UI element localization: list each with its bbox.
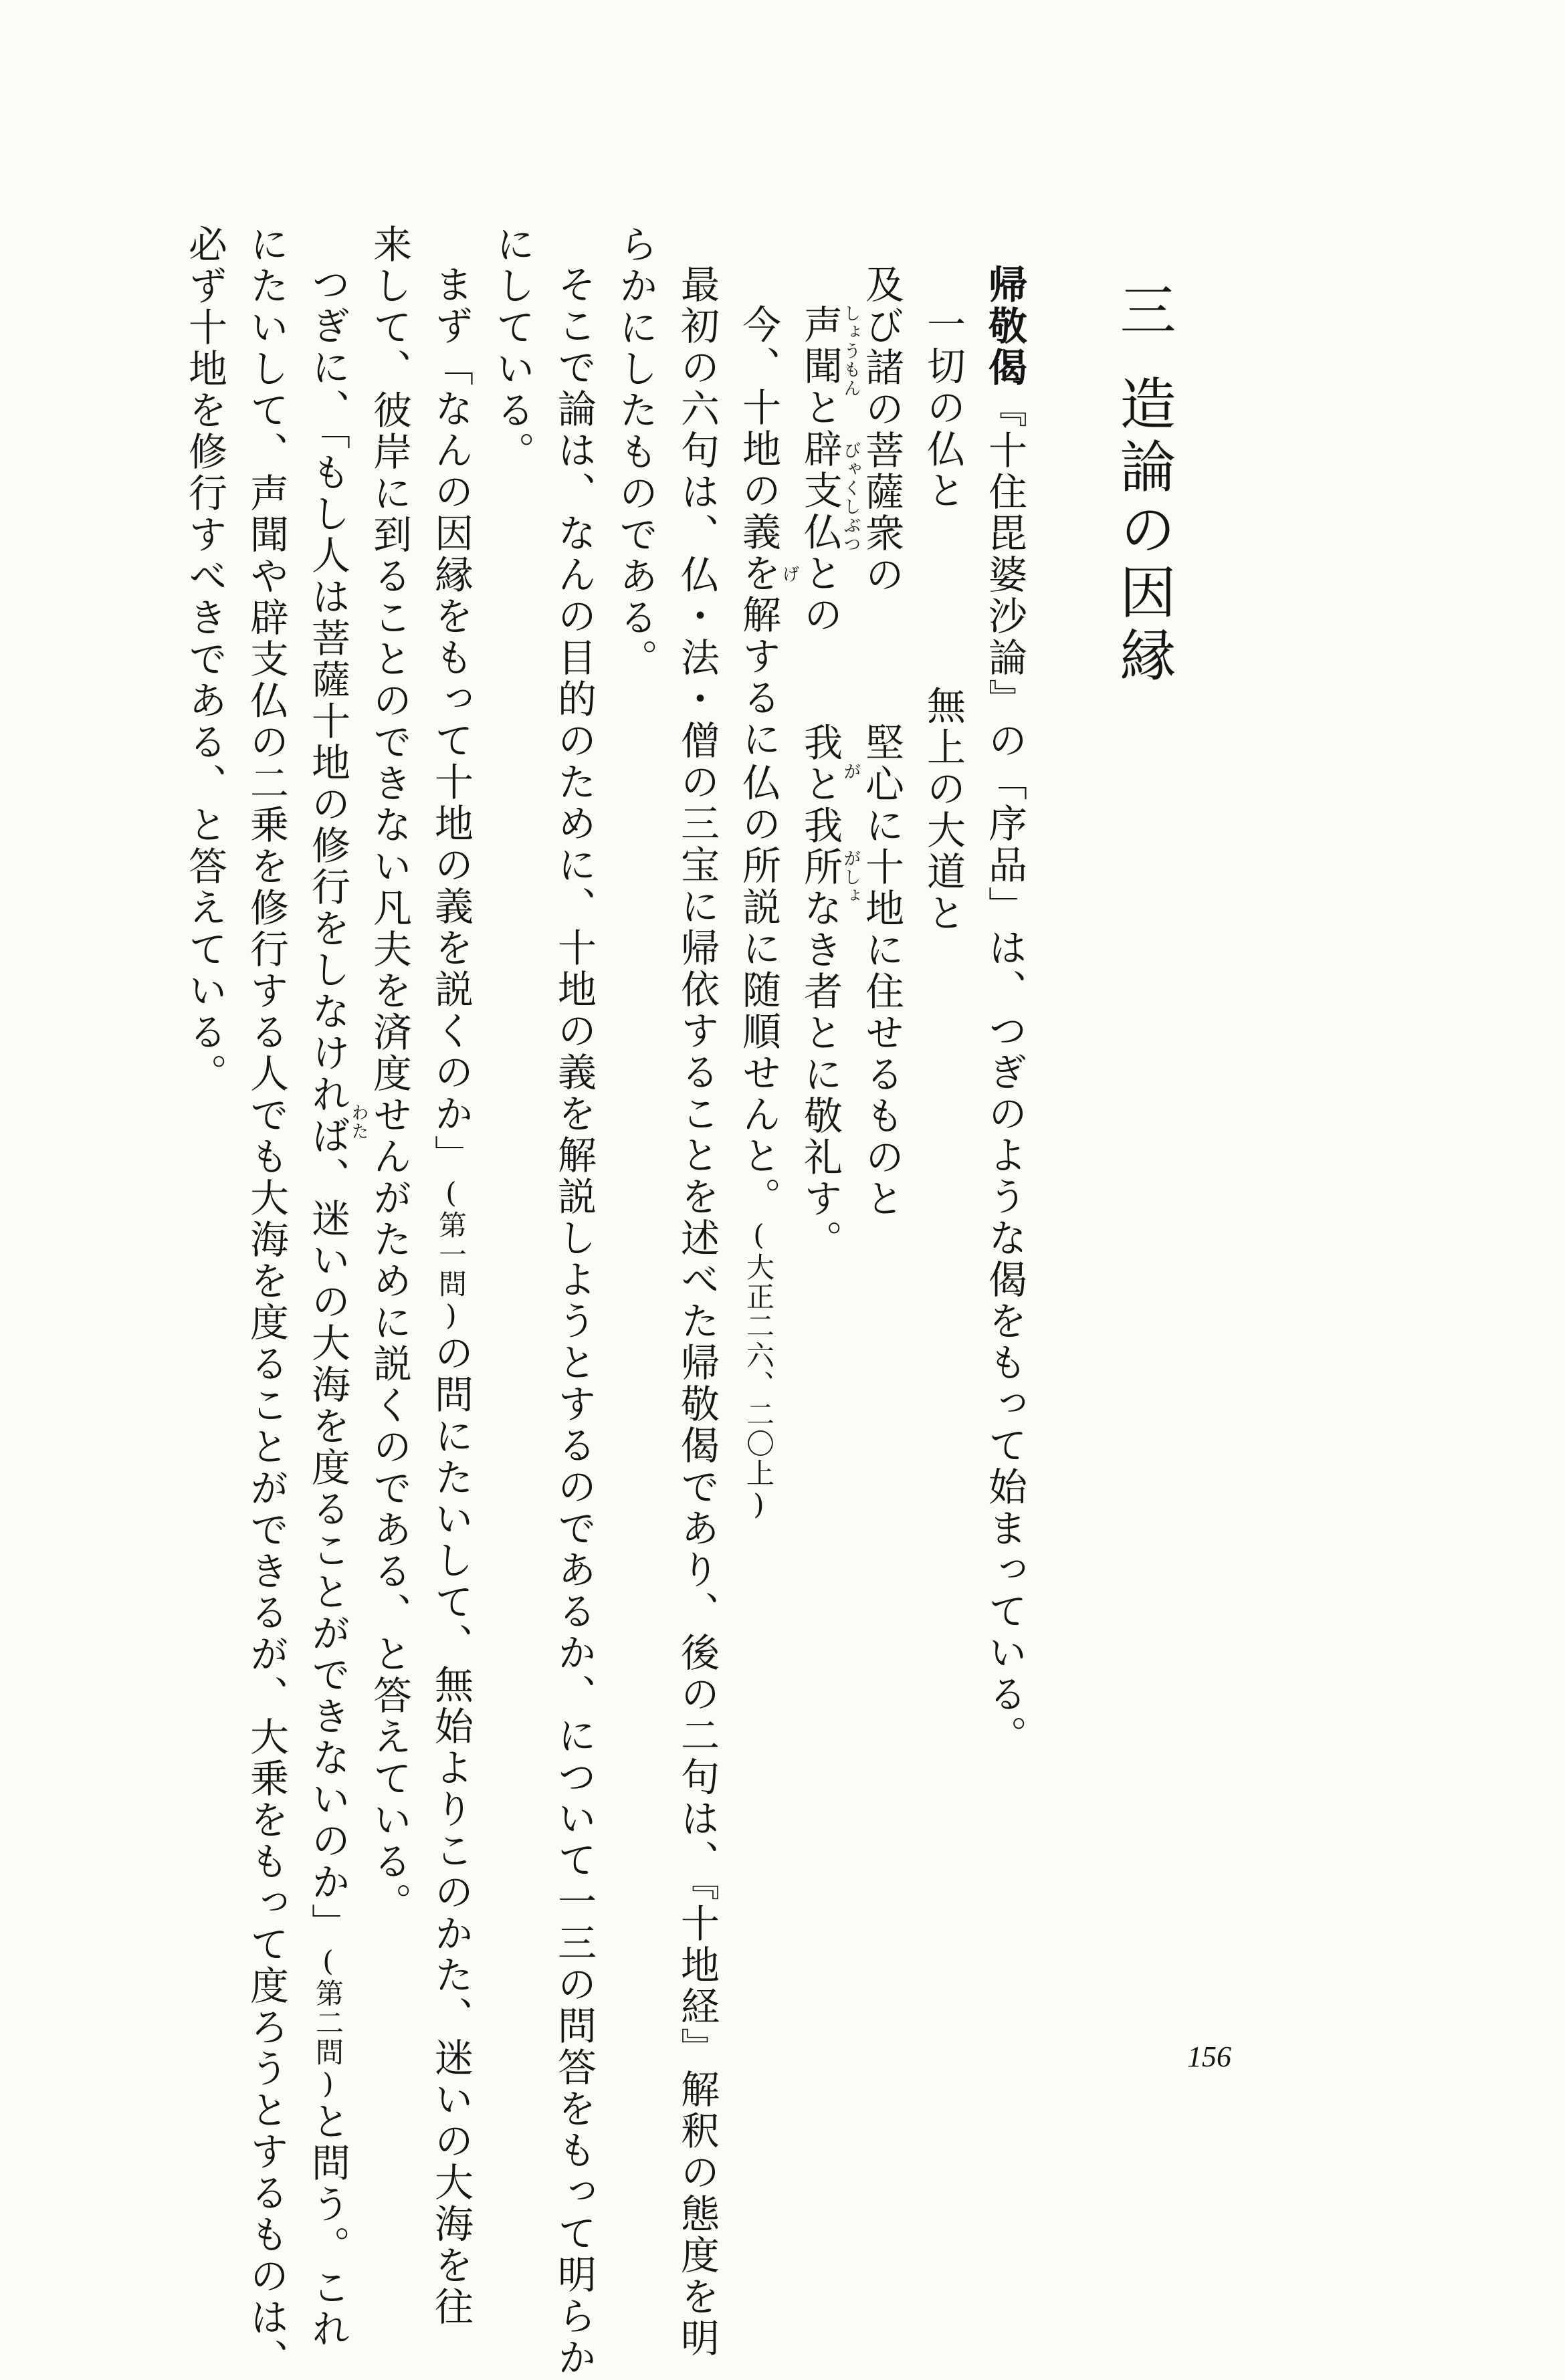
paragraph-4-line-1b: と問う。これ xyxy=(305,2101,350,2350)
verse-line-1-bottom: 無上の大道と xyxy=(920,685,966,934)
page-number: 156 xyxy=(1187,2040,1231,2073)
paragraph-3-note: (第一問) xyxy=(435,1176,467,1333)
paragraph-1-line-1: 最初の六句は、仏・法・僧の三宝に帰依することを述べた帰敬偈であり、後の二句は、『十地経』解釈の態度を明 xyxy=(674,264,720,2359)
ruby-byakushibutsu: びゃくしぶつ xyxy=(841,441,861,554)
verse-citation: (大正二六、二〇上) xyxy=(742,1218,775,1522)
paragraph-4-line-3: 必ず十地を修行すべきである、と答えている。 xyxy=(182,224,227,1095)
verse-line-3-top: 声聞と辟支仏との xyxy=(797,304,843,636)
ruby-ga: が xyxy=(841,762,861,781)
paragraph-2-line-2: にしている。 xyxy=(490,224,535,473)
chapter-number: 三 xyxy=(1111,281,1176,340)
paragraph-3-line-1 xyxy=(423,264,479,2328)
paragraph-3-line-1b: の問にたいして、無始よりこのかた、迷いの大海を往 xyxy=(428,1333,474,2328)
chapter-title: 造論の因縁 xyxy=(1111,374,1176,689)
paragraph-2-line-1: そこで論は、なんの目的のために、十地の義を解説しようとするのであるか、について一三の問答をもって明らか xyxy=(551,264,597,2379)
verse-line-2-bottom: 堅心に十地に住せるものと xyxy=(859,722,904,1220)
verse-line-3-bottom: 我と我所なき者とに敬礼す。 xyxy=(797,722,843,1261)
verse-line-4-top: 今、十地の義を解するに xyxy=(736,304,781,760)
intro-line xyxy=(976,264,1033,1757)
intro-text: 『十住毘婆沙論』の「序品」は、つぎのような偈をもって始まっている。 xyxy=(982,389,1027,1757)
paragraph-4-line-1 xyxy=(300,264,356,2350)
paragraph-3-line-1a: まず「なんの因縁をもって十地の義を説くのか」 xyxy=(428,264,474,1176)
paragraph-4-note: (第二問) xyxy=(312,1945,344,2101)
ruby-shomon: しょうもん xyxy=(841,304,861,398)
verse-line-1-top: 一切の仏と xyxy=(920,304,966,512)
ruby-ge: げ xyxy=(779,565,799,584)
paragraph-1-line-2: らかにしたものである。 xyxy=(613,224,658,680)
verse-line-4-bottom xyxy=(730,762,787,1522)
verse-line-2-top: 及び諸の菩薩衆の xyxy=(859,264,904,596)
paragraph-4-line-1a: つぎに、「もし人は菩薩十地の修行をしなければ、迷いの大海を度ることができないのか」 xyxy=(305,264,350,1945)
verse-line-4-bottom-text: 仏の所説に随順せんと。 xyxy=(736,762,781,1218)
paragraph-4-line-2: にたいして、声聞や辟支仏の二乗を修行する人でも大海を度ることができるが、大乗をもって度ろうとするものは、 xyxy=(243,224,289,2380)
ruby-gasho: がしょ xyxy=(841,849,861,905)
intro-label: 帰敬偈 xyxy=(982,264,1027,389)
paragraph-3-line-2: 来して、彼岸に到ることのできない凡夫を済度せんがために説くのである、と答えている。 xyxy=(367,224,412,1924)
ruby-wata: わた xyxy=(348,1103,369,1141)
